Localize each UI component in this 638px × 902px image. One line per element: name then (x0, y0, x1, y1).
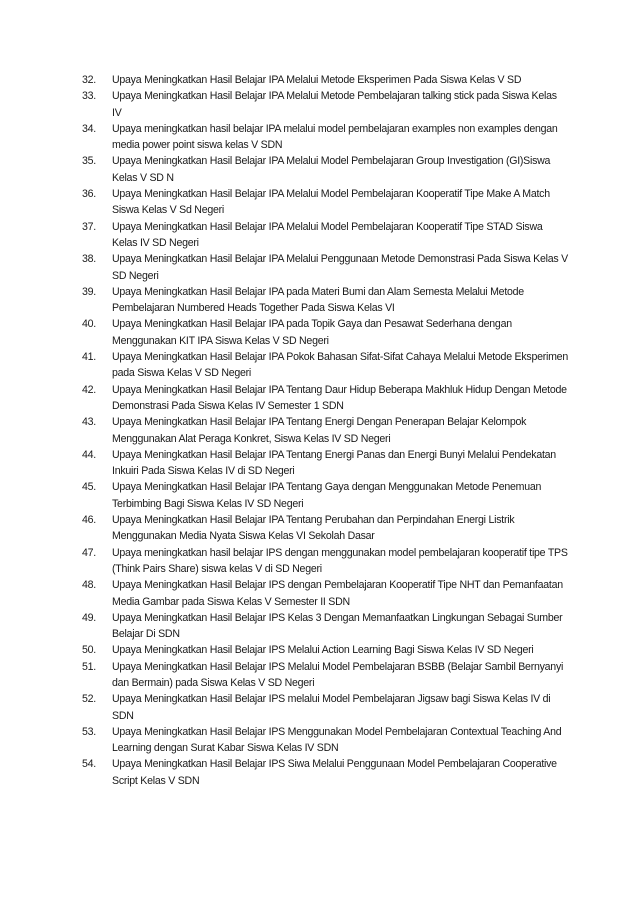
list-item (82, 479, 568, 512)
list-item (82, 349, 568, 382)
item-number: 38. (82, 253, 96, 266)
item-number: 40. (82, 318, 96, 331)
item-text: Upaya Meningkatkan Hasil Belajar IPS Siwa Melalui Penggunaan Model Pembelajaran Cooperative Script Kelas V SDN (112, 758, 557, 787)
list-item (82, 447, 568, 480)
title-list (82, 72, 568, 789)
list-item (82, 121, 568, 154)
list-item (82, 577, 568, 610)
list-item (82, 691, 568, 724)
item-text: Upaya Meningkatkan Hasil Belajar IPA Melalui Model Pembelajaran Kooperatif Tipe Make A Match Siswa Kelas V Sd Negeri (112, 188, 550, 217)
item-text: Upaya Meningkatkan Hasil Belajar IPA Tentang Perubahan dan Perpindahan Energi Listrik Menggunakan Media Nyata Siswa Kelas VI Sekolah Dasar (112, 514, 515, 543)
item-number: 48. (82, 579, 96, 592)
item-text: Upaya Meningkatkan Hasil Belajar IPA Melalui Penggunaan Metode Demonstrasi Pada Siswa Kelas V SD Negeri (112, 253, 568, 282)
list-item (82, 756, 568, 789)
list-item (82, 382, 568, 415)
item-number: 39. (82, 285, 96, 298)
item-text: Upaya Meningkatkan Hasil Belajar IPS melalui Model Pembelajaran Jigsaw bagi Siswa Kelas IV di SDN (112, 693, 551, 722)
item-text: Upaya Meningkatkan Hasil Belajar IPA Melalui Model Pembelajaran Group Investigation (GI)Siswa Kelas V SD N (112, 155, 551, 184)
list-item (82, 284, 568, 317)
item-number: 43. (82, 416, 96, 429)
item-text: Upaya Meningkatkan Hasil Belajar IPA Tentang Daur Hidup Beberapa Makhluk Hidup Dengan Metode Demonstrasi Pada Siswa Kelas IV Semester 1 SDN (112, 383, 567, 412)
item-text: Upaya Meningkatkan Hasil Belajar IPA Tentang Energi Panas dan Energi Bunyi Melalui Pendekatan Inkuiri Pada Siswa Kelas IV di SD Negeri (112, 448, 556, 478)
list-item (82, 724, 568, 757)
list-item (82, 153, 568, 186)
item-number: 54. (82, 758, 96, 771)
item-number: 49. (82, 611, 96, 624)
list-item (82, 219, 568, 252)
item-number: 50. (82, 644, 96, 657)
item-number: 41. (82, 351, 96, 364)
item-number: 47. (82, 546, 96, 559)
item-number: 37. (82, 220, 96, 233)
list-item (82, 72, 568, 88)
list-item (82, 545, 568, 578)
item-text: Upaya Meningkatkan Hasil Belajar IPS Menggunakan Model Pembelajaran Contextual Teaching And Learning dengan Surat Kabar Siswa Kelas IV SDN (112, 725, 562, 755)
list-item (82, 414, 568, 447)
item-text: Upaya Meningkatkan Hasil Belajar IPS Kelas 3 Dengan Memanfaatkan Lingkungan Sebagai Sumber Belajar Di SDN (112, 611, 563, 641)
item-number: 34. (82, 122, 96, 135)
item-text: Upaya Meningkatkan Hasil Belajar IPA Tentang Gaya dengan Menggunakan Metode Penemuan Terbimbing Bagi Siswa Kelas IV SD Negeri (112, 481, 542, 510)
item-text: Upaya Meningkatkan Hasil Belajar IPS Melalui Action Learning Bagi Siswa Kelas IV SD Negeri (112, 644, 534, 657)
item-number: 36. (82, 188, 96, 201)
item-text: Upaya meningkatkan hasil belajar IPS dengan menggunakan model pembelajaran kooperatif tipe TPS (Think Pairs Share) siswa kelas V di SD Negeri (112, 546, 568, 575)
list-item (82, 88, 568, 121)
item-text: Upaya Meningkatkan Hasil Belajar IPA Melalui Model Pembelajaran Kooperatif Tipe STAD Siswa Kelas IV SD Negeri (112, 220, 543, 249)
item-text: Upaya Meningkatkan Hasil Belajar IPA Pokok Bahasan Sifat-Sifat Cahaya Melalui Metode Eksperimen pada Siswa Kelas V SD Negeri (112, 351, 568, 380)
list-item (82, 610, 568, 643)
item-text: Upaya Meningkatkan Hasil Belajar IPA Tentang Energi Dengan Penerapan Belajar Kelompok Menggunakan Alat Peraga Konkret, Siswa Kelas IV SD Negeri (112, 416, 527, 445)
item-text: Upaya Meningkatkan Hasil Belajar IPS Melalui Model Pembelajaran BSBB (Belajar Sambil Bernyanyi dan Bermain) pada Siswa Kelas V SD Negeri (112, 660, 564, 689)
list-item (82, 659, 568, 692)
item-text: Upaya Meningkatkan Hasil Belajar IPA Melalui Metode Pembelajaran talking stick pada Siswa Kelas IV (112, 90, 557, 119)
item-number: 52. (82, 693, 96, 706)
item-number: 51. (82, 660, 96, 673)
item-number: 32. (82, 74, 96, 86)
list-item (82, 186, 568, 219)
list-item (82, 251, 568, 284)
item-number: 53. (82, 725, 96, 738)
item-number: 44. (82, 448, 96, 461)
item-text: Upaya Meningkatkan Hasil Belajar IPA Melalui Metode Eksperimen Pada Siswa Kelas V SD (112, 74, 522, 86)
item-number: 33. (82, 90, 96, 103)
item-number: 45. (82, 481, 96, 494)
item-text: Upaya Meningkatkan Hasil Belajar IPS dengan Pembelajaran Kooperatif Tipe NHT dan Pemanfaatan Media Gambar pada Siswa Kelas V Semester II SDN (112, 579, 563, 608)
list-item (82, 512, 568, 545)
item-number: 35. (82, 155, 96, 168)
item-text: Upaya meningkatkan hasil belajar IPA melalui model pembelajaran examples non examples dengan media power point siswa kelas V SDN (112, 122, 558, 152)
item-text: Upaya Meningkatkan Hasil Belajar IPA pada Topik Gaya dan Pesawat Sederhana dengan Menggunakan KIT IPA Siswa Kelas V SD Negeri (112, 318, 512, 347)
item-text: Upaya Meningkatkan Hasil Belajar IPA pada Materi Bumi dan Alam Semesta Melalui Metode Pembelajaran Numbered Heads Together Pada Siswa Kelas VI (112, 285, 524, 315)
item-number: 42. (82, 383, 96, 396)
item-number: 46. (82, 514, 96, 527)
list-item (82, 642, 568, 658)
list-item (82, 316, 568, 349)
